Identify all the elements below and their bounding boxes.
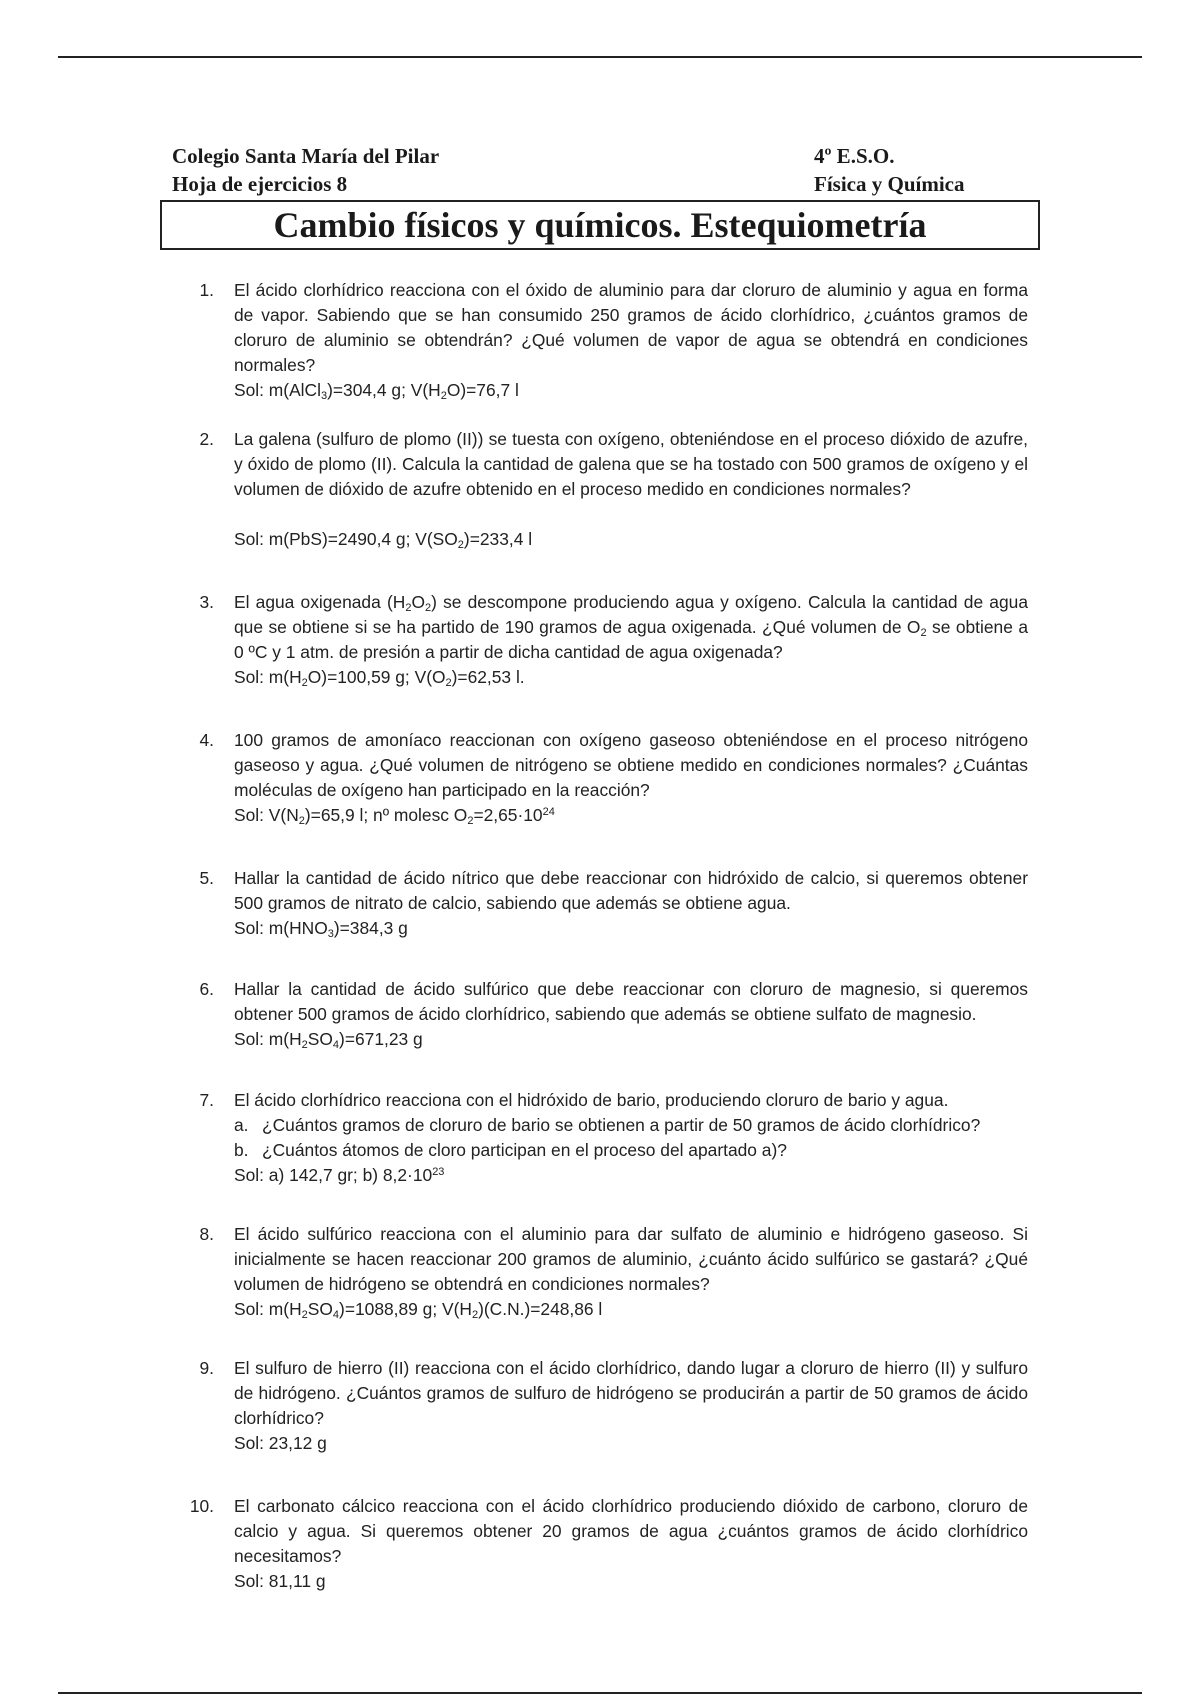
exercise-statement: El ácido clorhídrico reacciona con el hidróxido de bario, produciendo cloruro de bario y agua. [234,1090,949,1110]
sheet-label: Hoja de ejercicios 8 [172,172,348,196]
exercise-number: 2. [199,429,214,449]
exercise-subitem [234,1113,1028,1138]
exercise-item [172,1088,1028,1188]
document-header [172,142,984,198]
superscript: 23 [432,1166,445,1178]
exercise-statement: Hallar la cantidad de ácido sulfúrico que debe reaccionar con cloruro de magnesio, si queremos obtener 500 gramos de ácido clorhídrico, sabiendo que además se obtiene sulfato de magnesio. [234,979,1028,1024]
exercise-number: 4. [199,730,214,750]
subscript: 3 [320,390,328,402]
superscript: 24 [542,806,555,818]
exercise-number: 7. [199,1090,214,1110]
exercise-number: 9. [199,1358,214,1378]
subscript: 4 [332,1039,340,1051]
exercise-list [172,278,1028,1594]
subscript: 2 [301,1039,308,1051]
exercise-item [172,728,1028,828]
exercise-solution: Sol: $m(H_2O)=100,59$ g; $V(O_2)=62,53$ l. [234,667,525,689]
subitem-letter: a. [234,1115,249,1135]
subscript: 2 [920,627,927,639]
exercise-item [172,1494,1028,1594]
subscript: 2 [440,390,447,402]
top-rule [58,56,1142,58]
exercise-solution: Sol: m(AlCl$_3$)=304,4 g; $V(H_2O)=76,7$ l [234,380,519,402]
course-label: 4º E.S.O. [814,144,895,168]
title-box [160,200,1040,250]
subscript: 2 [301,677,308,689]
exercise-statement: El agua oxigenada $(H_2O_2)$ se descompone produciendo agua y oxígeno. Calcula la cantidad de agua que se obtiene si se ha partido de 190 gramos de agua oxigenada. ¿Qué volumen de $O_2$ se obtiene a 0 ºC y 1 atm. de presión a partir de dicha cantidad de agua oxigenada? [234,592,1029,662]
exercise-item [172,1222,1028,1322]
exercise-body [234,1494,1028,1594]
exercise-item [172,590,1028,690]
exercise-solution: Sol: m(PbS)=2490,4 g; $V(SO_2)=233,4$ l [234,529,533,551]
exercise-item [172,427,1028,552]
exercise-body [234,427,1028,552]
exercise-solution: Sol: 81,11 g [234,1571,326,1591]
subitem-letter: b. [234,1140,249,1160]
exercise-solution: Sol: 23,12 g [234,1433,327,1453]
subscript: 2 [298,815,305,827]
exercise-item [172,278,1028,403]
subscript: 2 [424,602,432,614]
subject-label: Física y Química [814,172,965,196]
exercise-number: 1. [199,280,214,300]
exercise-item [172,977,1028,1052]
subscript: 2 [457,539,464,551]
exercise-statement: Hallar la cantidad de ácido nítrico que debe reaccionar con hidróxido de calcio, si queremos obtener 500 gramos de nitrato de calcio, sabiendo que además se obtiene agua. [234,868,1028,913]
subscript: 2 [467,815,474,827]
exercise-statement: La galena (sulfuro de plomo (II)) se tuesta con oxígeno, obteniéndose en el proceso dióxido de azufre, y óxido de plomo (II). Calcula la cantidad de galena que se ha tostado con 500 gramos de oxígeno y el volumen de dióxido de azufre obtenido en el proceso medido en condiciones normales? [234,429,1028,499]
exercise-number: 5. [199,868,214,888]
exercise-body [234,278,1028,403]
exercise-body [234,590,1028,690]
exercise-solution: Sol: $m(H_2SO_4)=671,23$ g [234,1029,423,1051]
subscript: 3 [327,928,334,940]
exercise-solution: Sol: $m(HNO_3)=384,3$ g [234,918,408,940]
exercise-solution: Sol: $V(N_2)=65,9$ l; nº molesc $O_2=2,65\cdot 10^{24}$ [234,805,555,827]
exercise-subitem [234,1138,1028,1163]
subscript: 2 [471,1309,479,1321]
exercise-body [234,1222,1028,1322]
school-name: Colegio Santa María del Pilar [172,144,440,168]
bottom-rule [58,1692,1142,1694]
exercise-solution: Sol: a) 142,7 gr; b) $8,2\cdot 10^{23}$ [234,1165,445,1185]
exercise-body [234,728,1028,828]
exercise-statement: 100 gramos de amoníaco reaccionan con oxígeno gaseoso obteniéndose en el proceso nitrógeno gaseoso y agua. ¿Qué volumen de nitrógeno se obtiene medido en condiciones normales? ¿Cuántas moléculas de oxígeno han participado en la reacción? [234,730,1028,800]
subscript: 4 [332,1309,340,1321]
exercise-body [234,977,1028,1052]
exercise-body [234,866,1028,941]
exercise-number: 6. [199,979,214,999]
subitem-text: ¿Cuántos átomos de cloro participan en el proceso del apartado a)? [262,1140,787,1160]
exercise-statement: El sulfuro de hierro (II) reacciona con el ácido clorhídrico, dando lugar a cloruro de hierro (II) y sulfuro de hidrógeno. ¿Cuántos gramos de sulfuro de hidrógeno se producirán a partir de 50 gramos de ácido clorhídrico? [234,1358,1028,1428]
subscript: 2 [301,1309,308,1321]
subscript: 2 [405,602,412,614]
exercise-item [172,866,1028,941]
exercise-statement: El ácido clorhídrico reacciona con el óxido de aluminio para dar cloruro de aluminio y agua en forma de vapor. Sabiendo que se han consumido 250 gramos de ácido clorhídrico, ¿cuántos gramos de cloruro de aluminio se obtendrán? ¿Qué volumen de vapor de agua se obtendrá en condiciones normales? [234,280,1028,375]
subscript: 2 [445,677,452,689]
exercise-body [234,1356,1028,1456]
page-title: Cambio físicos y químicos. Estequiometría [273,205,927,245]
exercise-number: 8. [199,1224,214,1244]
exercise-number: 10. [189,1496,214,1516]
exercise-number: 3. [199,592,214,612]
subitem-text: ¿Cuántos gramos de cloruro de bario se obtienen a partir de 50 gramos de ácido clorhídrico? [262,1115,981,1135]
exercise-statement: El ácido sulfúrico reacciona con el aluminio para dar sulfato de aluminio e hidrógeno gaseoso. Si inicialmente se hacen reaccionar 200 gramos de aluminio, ¿cuánto ácido sulfúrico se gastará? ¿Qué volumen de hidrógeno se obtendrá en condiciones normales? [234,1224,1028,1294]
exercise-item [172,1356,1028,1456]
exercise-statement: El carbonato cálcico reacciona con el ácido clorhídrico produciendo dióxido de carbono, cloruro de calcio y agua. Si queremos obtener 20 gramos de agua ¿cuántos gramos de ácido clorhídrico necesitamos? [234,1496,1028,1566]
exercise-body [234,1088,1028,1188]
exercise-solution: Sol: $m(H_2SO_4)=1088,89$ g; $V(H_2)(C.N.)=248,86$ l [234,1299,603,1321]
